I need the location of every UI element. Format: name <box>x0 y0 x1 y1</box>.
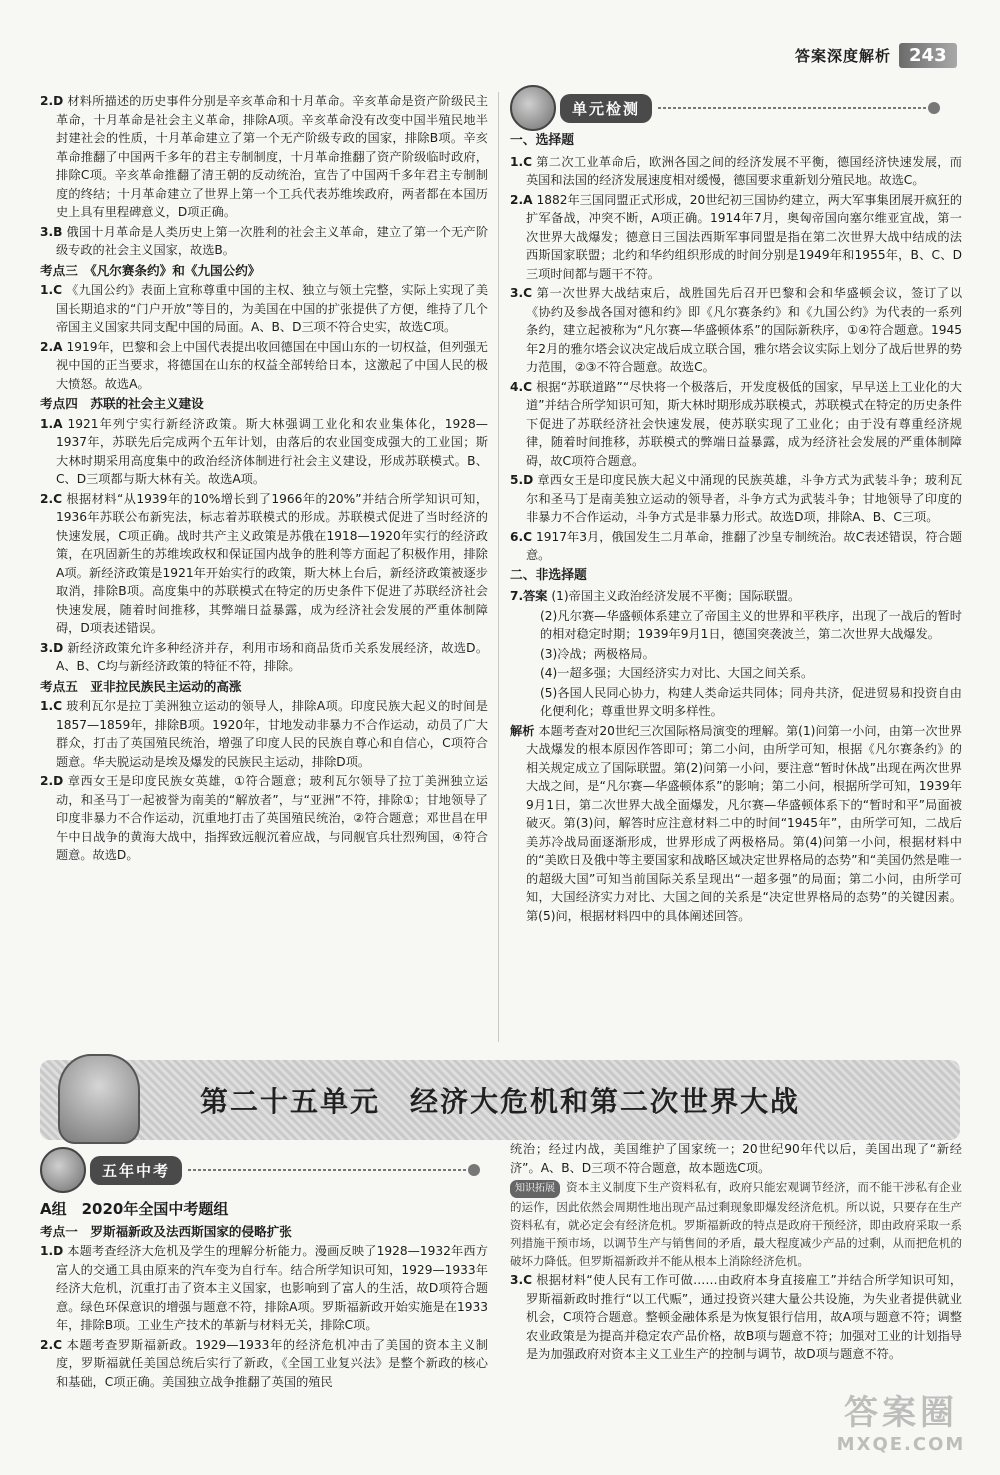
banner-dotted-line <box>188 1169 468 1171</box>
answer-number: 2.A <box>510 192 533 207</box>
watermark-text: 答案圈 <box>844 1393 958 1433</box>
answer-text: 新经济政策允许多种经济并存，利用市场和商品货币关系发展经济，故选D。A、B、C均与新经济政策的特征不符，排除。 <box>56 640 489 673</box>
banner-dotted-line <box>658 107 928 109</box>
answer-item <box>510 587 962 606</box>
banner-end-dot-icon <box>928 102 940 114</box>
answer-item <box>40 697 488 771</box>
answer-item <box>40 1336 488 1392</box>
answer-text: 第一次世界大战结束后，战胜国先后召开巴黎和会和华盛顿会议，签订了以《协约及参战各国对德和约》即《凡尔赛条约》和《九国公约》为代表的一系列条约，建立起被称为“凡尔赛—华盛顿体系”的国际新秩序，①④符合题意。1945年2月的雅尔塔会议决定战后成立联合国，雅尔塔会议实际上划分了战后世界的势力范围，②③不符合题意。故选C。 <box>526 286 963 374</box>
answer-item <box>40 772 488 865</box>
answer-number: 3.D <box>40 640 64 655</box>
answer-number: 3.B <box>40 224 63 239</box>
answer-text: (1)帝国主义政治经济发展不平衡；国际联盟。 <box>551 589 801 603</box>
knowledge-tip <box>510 1178 962 1270</box>
answer-number: 1.C <box>40 699 63 713</box>
answer-number: 2.D <box>40 94 64 108</box>
answer-number: 解析 <box>510 723 535 738</box>
answer-item <box>510 528 962 565</box>
answer-number: 1.D <box>40 1244 64 1258</box>
page-number: 243 <box>899 43 957 68</box>
answer-item <box>510 284 962 377</box>
unit-test-label: 单元检测 <box>560 94 652 123</box>
answer-text: 本题考查罗斯福新政。1929—1933年的经济危机冲击了美国的资本主义制度，罗斯福就任美国总统后实行了新政，《全国工业复兴法》是整个新政的核心和基础，C项正确。美国独立战争推翻了英国的殖民 <box>56 1337 488 1389</box>
answer-number: 3.C <box>510 1273 533 1287</box>
watermark-logo <box>816 1385 986 1465</box>
answer-text: 《九国公约》表面上宣称尊重中国的主权、独立与领土完整，实际上实现了美国长期追求的“门户开放”等目的，为美国在中国的扩张提供了方便，维持了几个帝国主义国家共同支配中国的局面。A、B、D三项不符合史实，故选C项。 <box>56 283 489 334</box>
paragraph: 统治；经过内战，美国维护了国家统一；20世纪90年代以后，美国出现了“新经济”。A、B、D三项不符合题意，故本题选C项。 <box>510 1142 962 1175</box>
mascot-icon <box>58 1054 140 1144</box>
tip-text: 资本主义制度下生产资料私有，政府只能宏观调节经济，而不能干涉私有企业的运作，因此依然会周期性地出现产品过剩现象即爆发经济危机。所以说，只要存在生产资料私有，就必定会有经济危机。罗斯福新政的特点是政府干预经济，即由政府采取一系列措施干预市场，以调节生产与销售间的矛盾，最大程度减少产品的过剩，从而把危机的破坏力降低。但罗斯福新政并不能从根本上消除经济危机。 <box>510 1180 962 1268</box>
section-title: 考点四 苏联的社会主义建设 <box>40 396 204 411</box>
answer-item <box>40 639 488 676</box>
answer-text: 根据材料“使人民有工作可做……由政府本身直接雇工”并结合所学知识可知，罗斯福新政时推行“以工代赈”，通过投资兴建大量公共设施，为失业者提供就业机会，C项符合题意。整顿金融体系是为恢复银行信用，故A项与题意不符；调整农业政策是为提高并稳定农产品价格，故B项与题意不符；加强对工业的计划指导是为加强政府对资本主义工业生产的控制与调节，故D项与题意不符。 <box>526 1273 963 1361</box>
answer-number: 1.C <box>510 154 533 169</box>
answer-text: 章西女王是印度民族女英雄，①符合题意；玻利瓦尔领导了拉丁美洲独立运动，和圣马丁一起被誉为南美的“解放者”，与“亚洲”不符，排除①；甘地领导了印度非暴力不合作运动，沉重地打击了英国殖民统治，②符合题意；邓世昌在甲午中日战争的黄海大战中，指挥致远舰沉着应战，与同舰官兵壮烈殉国，④符合题意。故选D。 <box>56 774 488 862</box>
answer-text: 玻利瓦尔是拉丁美洲独立运动的领导人，排除A项。印度民族大起义的时间是1857—1859年，排除B项。1920年，甘地发动非暴力不合作运动，动员了广大群众，打击了英国殖民统治，增强了印度人民的民族自尊心和自信心，C项符合题意。华夫脱运动是埃及爆发的民族民主运动，排除D项。 <box>56 699 488 769</box>
section-title: 考点三 《凡尔赛条约》和《九国公约》 <box>40 262 261 278</box>
answer-text: 第二次工业革命后，欧洲各国之间的经济发展不平衡，德国经济快速发展，而英国和法国的经济发展速度相对缓慢，德国要求重新划分殖民地。故选C。 <box>526 154 962 187</box>
five-year-exam-label: 五年中考 <box>90 1156 182 1185</box>
paragraph: (2)凡尔赛—华盛顿体系建立了帝国主义的世界和平秩序，出现了一战后的暂时的相对稳定时期；1939年9月1日，德国突袭波兰，第二次世界大战爆发。 <box>540 608 962 641</box>
answer-text: 1921年列宁实行新经济政策。斯大林强调工业化和农业集体化，1928—1937年，苏联先后完成两个五年计划，由落后的农业国变成强大的工业国；斯大林时期采用高度集中的政治经济体制进行社会主义建设，形成苏联模式。B、C、D三项都与斯大林有关。故选A项。 <box>56 416 488 486</box>
answer-item <box>40 92 488 222</box>
answer-text: 本题考查经济大危机及学生的理解分析能力。漫画反映了1928—1932年西方富人的交通工具由原来的汽车变为自行车。结合所学知识可知，1929—1933年经济大危机，沉重打击了资本主义国家，也影响到了富人的生活，故D项符合题意。绿色环保意识的增强与题意不符，排除A项。罗斯福新政开始实施是在1933年，排除B项。工业生产技术的革新与材料无关，排除C项。 <box>56 1244 488 1332</box>
five-year-exam-banner <box>40 1150 480 1190</box>
answer-item <box>510 191 962 284</box>
tip-badge: 知识拓展 <box>510 1180 560 1198</box>
sub-heading: 二、非选择题 <box>510 567 587 583</box>
answer-number: 2.D <box>40 774 64 788</box>
answer-text: 根据材料“从1939年的10%增长到了1966年的20%”并结合所学知识可知，1936年苏联公布新宪法，标志着苏联模式的形成。苏联模式促进了当时经济的快速发展，C项正确。战时共产主义政策是苏俄在1918—1920年实行的经济政策，在巩固新生的苏维埃政权和保证国内战争的胜利等方面起了积极作用，排除A项。新经济政策是1921年开始实行的政策，斯大林上台后，新经济政策被逐步取消，排除B项。高度集中的苏联模式在特定的历史条件下促进了苏联经济社会快速发展，随着时间推移，其弊端日益暴露，成为经济社会发展的严重体制障碍，D项表述错误。 <box>56 491 489 635</box>
unit-title: 第二十五单元 经济大危机和第二次世界大战 <box>199 1085 800 1118</box>
answer-text: 1882年三国同盟正式形成，20世纪初三国协约建立，两大军事集团展开疯狂的扩军备战，冲突不断，A项正确。1914年7月，奥匈帝国向塞尔维亚宣战，第一次世界大战爆发；德意日三国法西斯军事同盟是指在第二次世界大战中结成的法西斯国家联盟；北约和华约组织形成的时间分别是1949年和1955年，B、C、D三项时间都与题干不符。 <box>526 192 963 281</box>
answer-item <box>510 471 962 527</box>
section-title: 考点一 罗斯福新政及法西斯国家的侵略扩张 <box>40 1223 292 1239</box>
answer-item <box>510 378 962 471</box>
answer-number: 1.C <box>40 283 63 297</box>
sub-heading: 一、选择题 <box>510 133 574 148</box>
answer-number: 2.C <box>40 491 63 506</box>
answer-number: 1.A <box>40 416 63 431</box>
section-title: 考点五 亚非拉民族民主运动的高涨 <box>40 678 242 694</box>
answer-number: 2.A <box>40 339 63 354</box>
mascot-icon <box>40 1147 86 1193</box>
answer-item <box>40 223 488 260</box>
answer-text: 根据“苏联道路”“尽快将一个极落后，开发度极低的国家，早早送上工业化的大道”并结合所学知识可知，斯大林时期形成苏联模式，苏联模式在特定的历史条件下促进了苏联经济社会快速发展，使苏联实现了工业化；由于没有尊重经济规律，随着时间推移，苏联模式的弊端日益暴露，成为经济社会发展的严重体制障碍，故C项符合题意。 <box>526 379 962 468</box>
answer-text: 1919年，巴黎和会上中国代表提出收回德国在中国山东的一切权益，但列强无视中国的正当要求，将德国在山东的权益全部转给日本，这激起了中国人民的极大愤怒。故选A。 <box>56 339 488 391</box>
paragraph: (4)一超多强；大国经济实力对比、大国之间关系。 <box>540 666 814 680</box>
answer-item <box>40 281 488 337</box>
right-column <box>510 130 962 926</box>
answer-number: 2.C <box>40 1337 63 1352</box>
mascot-icon <box>510 85 556 131</box>
answer-number: 7.答案 <box>510 589 548 603</box>
answer-text: 材料所描述的历史事件分别是辛亥革命和十月革命。辛亥革命是资产阶级民主革命，十月革命是社会主义革命，排除A项。辛亥革命没有改变中国半殖民地半封建社会的性质，十月革命建立了第一个无产阶级专政的国家，排除B项。辛亥革命推翻了中国两千多年的君主专制制度，十月革命推翻了资产阶级临时政府，排除C项。辛亥革命推翻了清王朝的反动统治，宣告了中国两千多年君主专制制度的终结；十月革命建立了世界上第一个工兵代表苏维埃政府，两者都在本国历史上具有里程碑意义，D项正确。 <box>56 94 489 219</box>
answer-number: 4.C <box>510 379 533 394</box>
answer-item <box>40 1242 488 1335</box>
column-divider <box>498 92 499 1042</box>
unit-title-banner <box>40 1060 960 1140</box>
group-title: A组 2020年全国中考题组 <box>40 1200 229 1218</box>
answer-item <box>40 338 488 394</box>
bottom-left-column <box>40 1196 488 1392</box>
answer-text: 俄国十月革命是人类历史上第一次胜利的社会主义革命，建立了第一个无产阶级专政的社会主义国家，故选B。 <box>56 224 489 257</box>
answer-item <box>510 153 962 190</box>
answer-text: 章西女王是印度民族大起义中涌现的民族英雄，斗争方式为武装斗争；玻利瓦尔和圣马丁是南美独立运动的领导者，斗争方式为武装斗争；甘地领导了印度的非暴力不合作运动，斗争方式是非暴力形式。故选D项，排除A、B、C三项。 <box>526 473 963 524</box>
answer-item <box>40 490 488 638</box>
running-header <box>795 40 975 70</box>
answer-item <box>510 1271 962 1364</box>
answer-text: 本题考查对20世纪三次国际格局演变的理解。第(1)问第一小问，由第一次世界大战爆发的根本原因作答即可；第二小问，由所学可知，根据《凡尔赛条约》的相关规定成立了国际联盟。第(2)问第一小问，要注意“暂时休战”出现在两次世界大战之间，是“凡尔赛—华盛顿体系”的影响；第二小问，根据所学可知，1939年9月1日，第二次世界大战全面爆发，凡尔赛—华盛顿体系下的“暂时和平”局面被破灭。第(3)问，解答时应注意材料二中的时间“1945年”，由所学可知，二战后美苏冷战局面逐渐形成，世界形成了两极格局。第(4)问第一小问，根据材料中的“美欧日及俄中等主要国家和战略区域决定世界格局的态势”和“美国仍然是唯一的超级大国”可知当前国际关系呈现出“一超多强”的局面；第二小问，由所学可知，大国经济实力对比、大国之间的关系是“决定世界格局的态势”的关键因素。第(5)问，根据材料四中的具体阐述回答。 <box>526 723 963 923</box>
unit-test-banner <box>510 88 940 128</box>
paragraph: (5)各国人民同心协力，构建人类命运共同体；同舟共济，促进贸易和投资自由化便利化；尊重世界文明多样性。 <box>540 685 962 718</box>
left-column <box>40 92 488 866</box>
banner-end-dot-icon <box>468 1164 480 1176</box>
answer-number: 3.C <box>510 286 533 300</box>
bottom-right-column <box>510 1140 962 1365</box>
answer-item <box>40 415 488 489</box>
watermark-url: MXQE.COM <box>836 1434 966 1455</box>
answer-number: 5.D <box>510 473 534 487</box>
answer-number: 6.C <box>510 529 533 544</box>
paragraph: (3)冷战；两极格局。 <box>540 646 655 661</box>
answer-item <box>510 722 962 926</box>
header-title: 答案深度解析 <box>795 46 892 65</box>
answer-text: 1917年3月，俄国发生二月革命，推翻了沙皇专制统治。故C表述错误，符合题意。 <box>526 529 963 562</box>
